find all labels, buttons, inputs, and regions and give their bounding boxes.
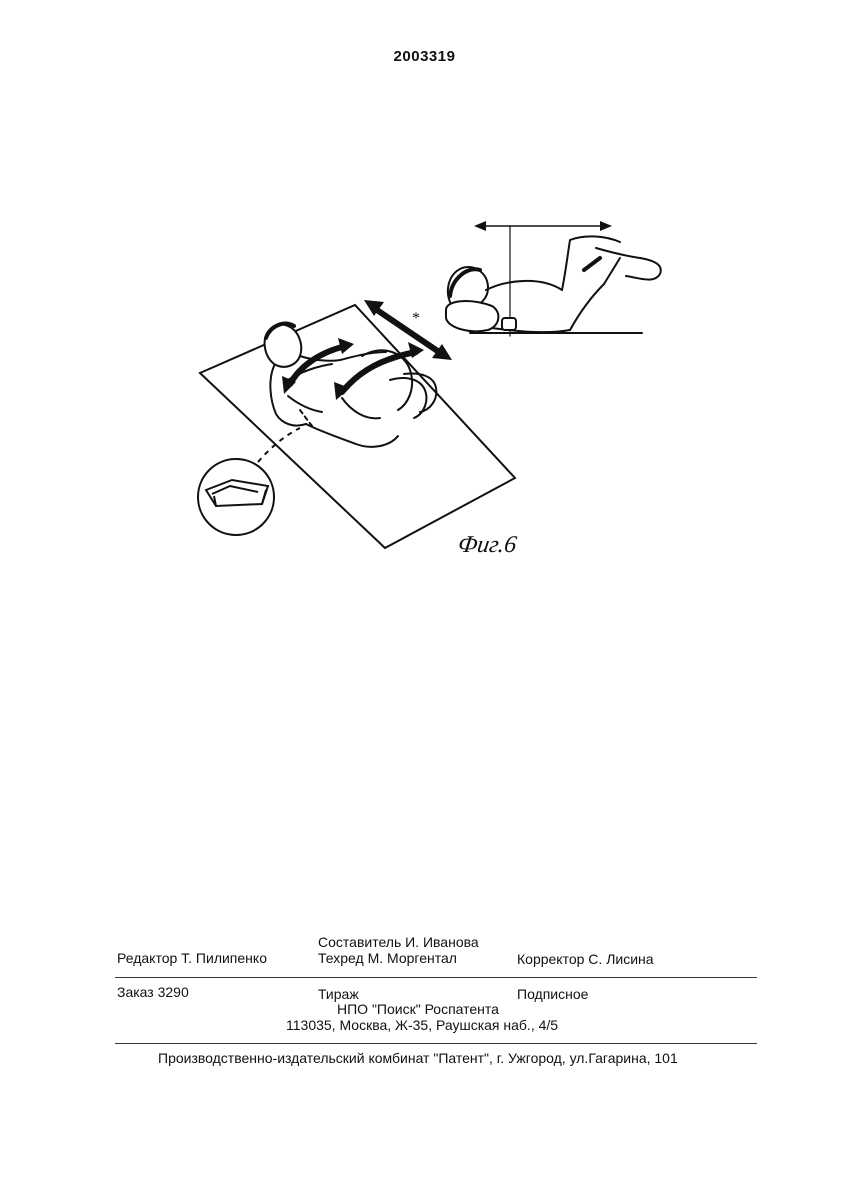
address-line: 113035, Москва, Ж-35, Раушская наб., 4/5 — [286, 1017, 559, 1033]
editor-line: Редактор Т. Пилипенко — [117, 950, 267, 966]
exercise-mat — [200, 305, 515, 548]
divider-top — [115, 977, 757, 978]
rotation-arrows — [282, 338, 424, 400]
compiler-line: Составитель И. Иванова — [318, 934, 479, 950]
circulation-line: Тираж — [318, 986, 359, 1002]
patent-number: 2003319 — [393, 48, 456, 65]
star-mark: * — [412, 310, 420, 327]
subscription-line: Подписное — [517, 986, 589, 1002]
detail-magnifier — [198, 428, 300, 535]
publisher-line: Производственно-издательский комбинат "Патент", г. Ужгород, ул.Гагарина, 101 — [158, 1050, 678, 1066]
corrector-line: Корректор С. Лисина — [517, 951, 654, 967]
order-line: Заказ 3290 — [117, 984, 189, 1000]
figure-label: Фиг.6 — [456, 532, 519, 558]
org-line: НПО "Поиск" Роспатента — [337, 1001, 499, 1017]
techred-line: Техред М. Моргентал — [318, 950, 457, 966]
divider-bottom — [115, 1043, 757, 1044]
person-side-view — [446, 221, 661, 336]
